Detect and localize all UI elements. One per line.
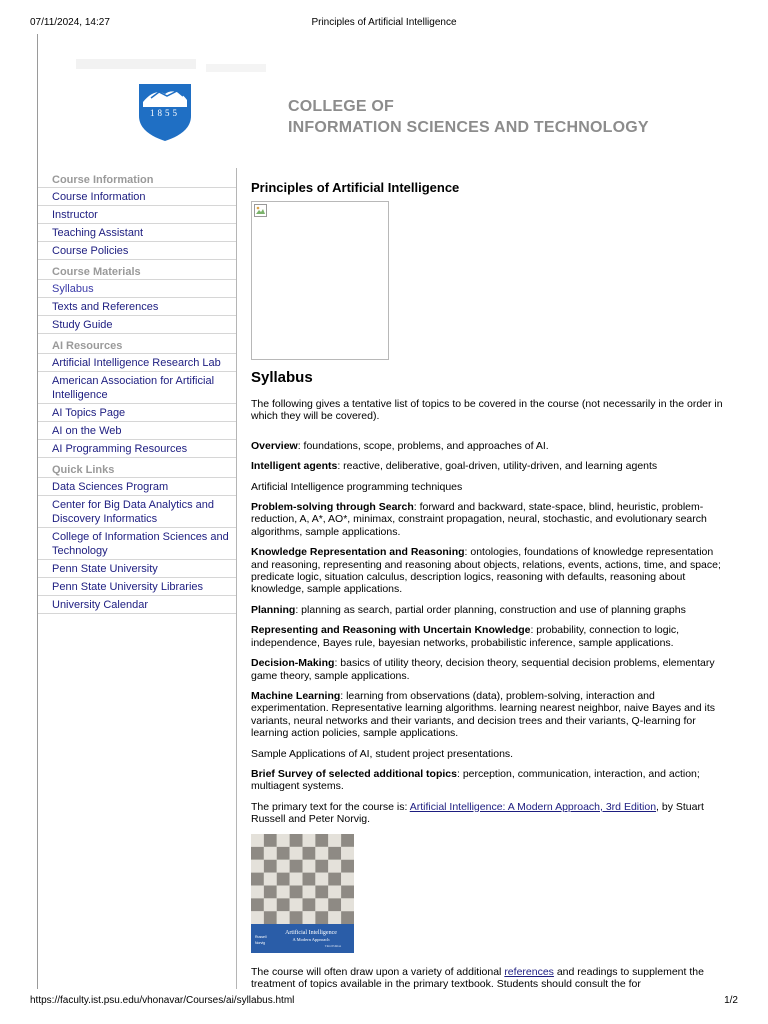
topic-desc: : foundations, scope, problems, and approaches of AI. <box>297 439 549 452</box>
sidebar-item-ai-research-lab[interactable]: Artificial Intelligence Research Lab <box>38 354 236 372</box>
cover-square <box>328 846 341 859</box>
cover-square <box>315 859 328 872</box>
topic-term: Problem-solving through Search <box>251 501 414 514</box>
sidebar-item-psu-libraries[interactable]: Penn State University Libraries <box>38 578 236 596</box>
cover-square <box>277 885 290 898</box>
topic-desc: Sample Applications of AI, student project presentations. <box>251 747 514 760</box>
sidebar-heading-quick-links: Quick Links <box>38 458 236 478</box>
textbook-cover-image <box>251 834 354 953</box>
cover-title-line-1: Artificial Intelligence <box>285 929 337 936</box>
cover-square <box>341 872 354 885</box>
topic-programming-techniques <box>251 481 723 493</box>
print-title: Principles of Artificial Intelligence <box>311 17 457 28</box>
topic-desc: : perception, communication, interaction, and action; multiagent systems. <box>251 767 700 793</box>
sidebar-item-syllabus[interactable]: Syllabus <box>38 280 236 298</box>
topic-desc: : planning as search, partial order planning, construction and use of planning graphs <box>295 603 686 616</box>
broken-image-icon <box>254 204 268 218</box>
cover-square <box>328 911 341 924</box>
primary-text-after: , by Stuart Russell and Peter Norvig. <box>251 800 704 826</box>
topic-term: Planning <box>251 603 296 616</box>
cover-square <box>290 834 303 847</box>
psu-seal <box>137 82 193 142</box>
cover-square <box>341 911 354 924</box>
print-footer <box>30 995 738 1009</box>
cover-square <box>315 898 328 911</box>
psu-seal-shield-icon <box>137 82 193 142</box>
cover-square <box>277 846 290 859</box>
cover-square <box>341 859 354 872</box>
print-header <box>30 17 738 31</box>
topic-term: Brief Survey of selected additional topics <box>251 767 457 780</box>
cover-square <box>290 885 303 898</box>
references-before: The course will often draw upon a variety of additional <box>251 965 505 978</box>
cover-square <box>328 898 341 911</box>
cover-square <box>264 846 277 859</box>
references-link[interactable]: references <box>504 965 554 978</box>
cover-author-1: Russell <box>255 934 267 939</box>
cover-square <box>328 872 341 885</box>
print-date: 07/11/2024, 14:27 <box>30 17 110 28</box>
topic-term: Overview <box>251 439 298 452</box>
broken-image-placeholder <box>251 201 389 360</box>
cover-square <box>264 911 277 924</box>
topic-desc: : ontologies, foundations of knowledge representation and reasoning, representing and reasoning about objects, relations, events, actions, time, and space; predicate logic, situation calculus, description logics, reasoning with defaults, reasoning about knowledge, sample applications. <box>251 546 721 596</box>
topic-term: Intelligent agents <box>251 460 338 473</box>
cover-square <box>277 911 290 924</box>
cover-square <box>315 872 328 885</box>
topic-knowledge-representation <box>251 546 723 596</box>
sidebar-item-ai-topics-page[interactable]: AI Topics Page <box>38 404 236 422</box>
cover-square <box>277 834 290 847</box>
cover-square <box>251 834 264 847</box>
cover-title-line-2: A Modern Approach <box>292 936 330 942</box>
topic-planning <box>251 604 723 616</box>
cover-square <box>315 846 328 859</box>
cover-square <box>251 859 264 872</box>
topic-term: Decision-Making <box>251 657 335 670</box>
topic-desc: : learning from observations (data), problem-solving, interaction and experimentation. Representative learning algorithms. learning nearest neighbor, naive Bayes and its variants, neural networks and their variants, and decision trees and their variants, Q-learning for learning action policies, sample applications. <box>251 689 716 740</box>
cover-square <box>303 834 316 847</box>
intro-paragraph: The following gives a tentative list of topics to be covered in the course (not necessarily in the order in which they will be covered). <box>251 398 723 423</box>
topic-sample-applications <box>251 748 723 760</box>
cover-square <box>277 859 290 872</box>
cover-square <box>277 872 290 885</box>
cover-square <box>303 859 316 872</box>
cover-square <box>264 834 277 847</box>
college-line-2: INFORMATION SCIENCES AND TECHNOLOGY <box>288 119 649 136</box>
page-heading: Syllabus <box>251 369 313 386</box>
sidebar-item-data-sciences-program[interactable]: Data Sciences Program <box>38 478 236 496</box>
cover-square <box>290 872 303 885</box>
cover-square <box>328 834 341 847</box>
topic-desc: Artificial Intelligence programming techniques <box>251 480 463 493</box>
sidebar-item-study-guide[interactable]: Study Guide <box>38 316 236 334</box>
cover-square <box>315 885 328 898</box>
cover-square <box>328 859 341 872</box>
cover-square <box>341 898 354 911</box>
college-name <box>288 96 649 138</box>
cover-square <box>341 834 354 847</box>
sidebar-item-ai-on-the-web[interactable]: AI on the Web <box>38 422 236 440</box>
cover-square <box>290 859 303 872</box>
sidebar-nav <box>38 168 237 989</box>
cover-square <box>264 872 277 885</box>
cover-square <box>303 885 316 898</box>
topic-search <box>251 501 723 538</box>
topic-term: Representing and Reasoning with Uncertain Knowledge <box>251 624 531 637</box>
cover-square <box>328 885 341 898</box>
sidebar-item-penn-state[interactable]: Penn State University <box>38 560 236 578</box>
sidebar-heading-ai-resources: AI Resources <box>38 334 236 354</box>
cover-square <box>315 911 328 924</box>
primary-text-before: The primary text for the course is: <box>251 800 410 813</box>
sidebar-item-course-information[interactable]: Course Information <box>38 188 236 206</box>
college-line-1: COLLEGE OF <box>288 98 394 115</box>
topic-term: Knowledge Representation and Reasoning <box>251 546 465 559</box>
sidebar-item-course-policies[interactable]: Course Policies <box>38 242 236 260</box>
sidebar-item-big-data-center[interactable]: Center for Big Data Analytics and Discovery Informatics <box>38 496 236 528</box>
cover-square <box>251 885 264 898</box>
seal-year: 1855 <box>150 108 180 118</box>
main-content <box>251 180 723 999</box>
topic-overview <box>251 440 723 452</box>
cover-square <box>303 911 316 924</box>
cover-square <box>264 885 277 898</box>
cover-square <box>277 898 290 911</box>
primary-text-paragraph <box>251 801 723 826</box>
cover-chessboard <box>251 834 354 924</box>
cover-square <box>303 846 316 859</box>
banner-faint-logo <box>66 56 276 78</box>
cover-square <box>290 898 303 911</box>
cover-square <box>290 846 303 859</box>
cover-square <box>341 885 354 898</box>
topic-term: Machine Learning <box>251 689 341 702</box>
sidebar-item-aaai[interactable]: American Association for Artificial Intelligence <box>38 372 236 404</box>
cover-edition: Third Edition <box>324 943 342 948</box>
print-url: https://faculty.ist.psu.edu/vhonavar/Courses/ai/syllabus.html <box>30 995 295 1006</box>
cover-square <box>303 898 316 911</box>
references-paragraph <box>251 966 723 991</box>
cover-author-2: Norvig <box>255 940 266 945</box>
cover-square <box>251 872 264 885</box>
topic-desc: : basics of utility theory, decision theory, sequential decision problems, elementary game theory, sample applications. <box>251 657 715 682</box>
cover-square <box>341 846 354 859</box>
cover-square <box>251 911 264 924</box>
cover-square <box>251 846 264 859</box>
course-title: Principles of Artificial Intelligence <box>251 180 460 195</box>
sidebar-item-texts-and-references[interactable]: Texts and References <box>38 298 236 316</box>
sidebar-heading-course-information: Course Information <box>38 168 236 188</box>
sidebar-item-instructor[interactable]: Instructor <box>38 206 236 224</box>
cover-square <box>264 859 277 872</box>
cover-square <box>264 898 277 911</box>
cover-square <box>251 898 264 911</box>
topic-desc: : forward and backward, state-space, blind, heuristic, problem-reduction, A, A*, AO*, minimax, constraint propagation, neural, stochastic, and evolutionary search algorithms, sample applications. <box>251 501 707 538</box>
cover-square <box>303 872 316 885</box>
topic-machine-learning <box>251 690 723 740</box>
topic-decision-making <box>251 657 723 682</box>
topic-desc: : probability, connection to logic, independence, Bayes rule, bayesian networks, probabilistic inference, sample applications. <box>251 624 680 649</box>
cover-square <box>315 834 328 847</box>
sidebar-item-university-calendar[interactable]: University Calendar <box>38 596 236 614</box>
topic-additional-topics <box>251 768 723 793</box>
sidebar-item-ai-programming-resources[interactable]: AI Programming Resources <box>38 440 236 458</box>
topic-desc: : reactive, deliberative, goal-driven, utility-driven, and learning agents <box>337 460 658 473</box>
sidebar-item-teaching-assistant[interactable]: Teaching Assistant <box>38 224 236 242</box>
textbook-link[interactable]: Artificial Intelligence: A Modern Approach, 3rd Edition <box>409 800 657 813</box>
topic-intelligent-agents <box>251 460 723 472</box>
sidebar-item-college-ist[interactable]: College of Information Sciences and Technology <box>38 528 236 560</box>
references-after: and readings to supplement the treatment of topics available in the primary textbook. Students should consult the for <box>251 965 704 991</box>
sidebar-heading-course-materials: Course Materials <box>38 260 236 280</box>
topic-uncertain-knowledge <box>251 624 723 649</box>
cover-square <box>290 911 303 924</box>
print-page-number: 1/2 <box>724 995 738 1006</box>
